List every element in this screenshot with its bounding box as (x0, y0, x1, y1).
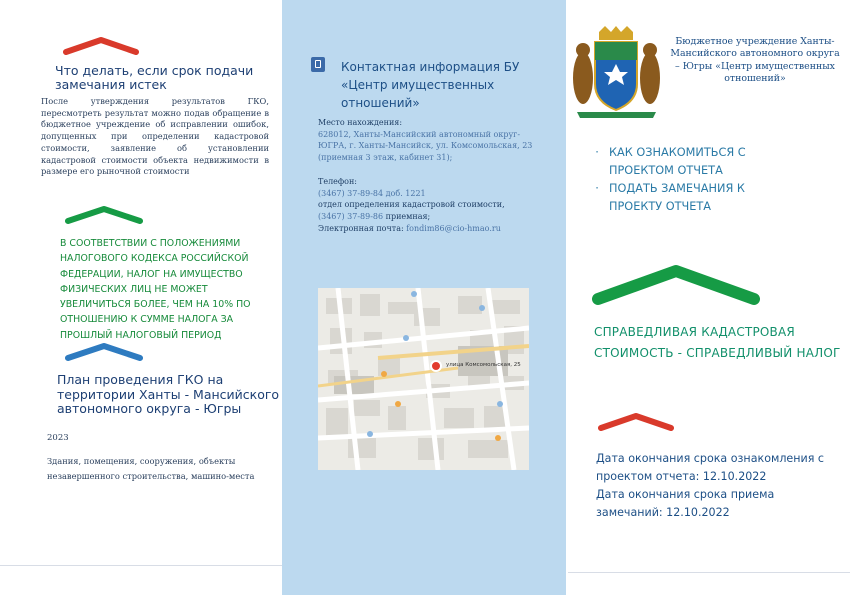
red-chevron-icon (62, 36, 140, 56)
blue-chevron-icon (64, 342, 144, 362)
email-label: Электронная почта: (318, 223, 404, 233)
gko-plan-title: План проведения ГКО на территории Ханты - Мансийского автономного округа - Югры (57, 372, 280, 416)
gko-plan-year: 2023 (47, 433, 69, 443)
map-graphic (318, 288, 529, 470)
how-to-review-row (585, 144, 805, 180)
location-label: Место нахождения: (318, 118, 403, 127)
slogan: СПРАВЕДЛИВАЯ КАДАСТРОВАЯ СТОИМОСТЬ - СПРАВЕДЛИВЫЙ НАЛОГ (594, 325, 841, 360)
org-name: Бюджетное учреждение Ханты-Мансийского автономного округа – Югры «Центр имущественных отношений» (670, 36, 840, 85)
tax-limit-text: В СООТВЕТСТВИИ С ПОЛОЖЕНИЯМИ НАЛОГОВОГО КОДЕКСА РОССИЙСКОЙ ФЕДЕРАЦИИ, НАЛОГ НА ИМУЩЕСТВО ФИЗИЧЕСКИХ ЛИЦ НЕ МОЖЕТ УВЕЛИЧИТЬСЯ БОЛЕЕ, ЧЕМ НА 10% ПО ОТНОШЕНИЮ К СУММЕ НАЛОГА ЗА ПРОШЛЫЙ НАЛОГОВЫЙ ПЕРИОД (60, 238, 251, 341)
deadline-dates (596, 450, 836, 522)
phone-reception[interactable]: (3467) 37-89-86 (318, 211, 384, 221)
phone-dept: отдел определения кадастровой стоимости, (318, 200, 505, 210)
contact-details (318, 117, 538, 234)
expired-deadline-text: После утверждения результатов ГКО, пересмотреть результат можно подав обращение в бюджетное учреждение об исправлении ошибок, допущенных при определении кадастровой стоимости, заявление об установлении кадастровой стоимости объекта недвижимости в размере его рыночной стоимости (41, 96, 269, 177)
how-to-review: КАК ОЗНАКОМИТЬСЯ С ПРОЕКТОМ ОТЧЕТА (609, 146, 746, 177)
green-chevron-large-icon (590, 263, 762, 309)
remarks-deadline: Дата окончания срока приема замечаний: 12.10.2022 (596, 488, 775, 519)
email-row (318, 223, 538, 235)
how-to-submit: ПОДАТЬ ЗАМЕЧАНИЯ К ПРОЕКТУ ОТЧЕТА (609, 182, 745, 213)
location-value: 628012, Ханты-Мансийский автономный округ-ЮГРА, г. Ханты-Мансийск, ул. Комсомольская, 23 (приемная 3 этаж, кабинет 31); (318, 129, 533, 163)
location-map[interactable] (318, 288, 529, 470)
review-deadline: Дата окончания срока ознакомления с проектом отчета: 12.10.2022 (596, 452, 825, 483)
phone-reception-label: приемная; (385, 211, 431, 221)
contact-title: Контактная информация БУ «Центр имущественных отношений» (341, 60, 520, 110)
bullet-icon: · (595, 182, 599, 195)
email-link[interactable]: fondim86@cio-hmao.ru (406, 223, 501, 233)
expired-deadline-title: Что делать, если срок подачи замечания истек (55, 63, 254, 92)
phone-label: Телефон: (318, 176, 357, 186)
how-to-block (585, 144, 805, 216)
divider-left (0, 565, 282, 566)
map-pin-icon[interactable] (430, 360, 442, 372)
divider-right (568, 572, 850, 573)
gko-plan-objects: Здания, помещения, сооружения, объекты незавершенного строительства, машино-места (47, 456, 255, 481)
map-address-label: улица Комсомольская, 25 (446, 362, 521, 368)
coat-of-arms-icon (569, 26, 664, 120)
green-chevron-icon (64, 205, 144, 225)
how-to-submit-row (585, 180, 805, 216)
bullet-icon: · (595, 146, 599, 159)
phone-main[interactable]: (3467) 37-89-84 доб. 1221 (318, 188, 426, 198)
phone-reception-row (318, 211, 538, 223)
red-chevron-small-icon (596, 411, 676, 433)
info-card-icon (311, 57, 325, 72)
